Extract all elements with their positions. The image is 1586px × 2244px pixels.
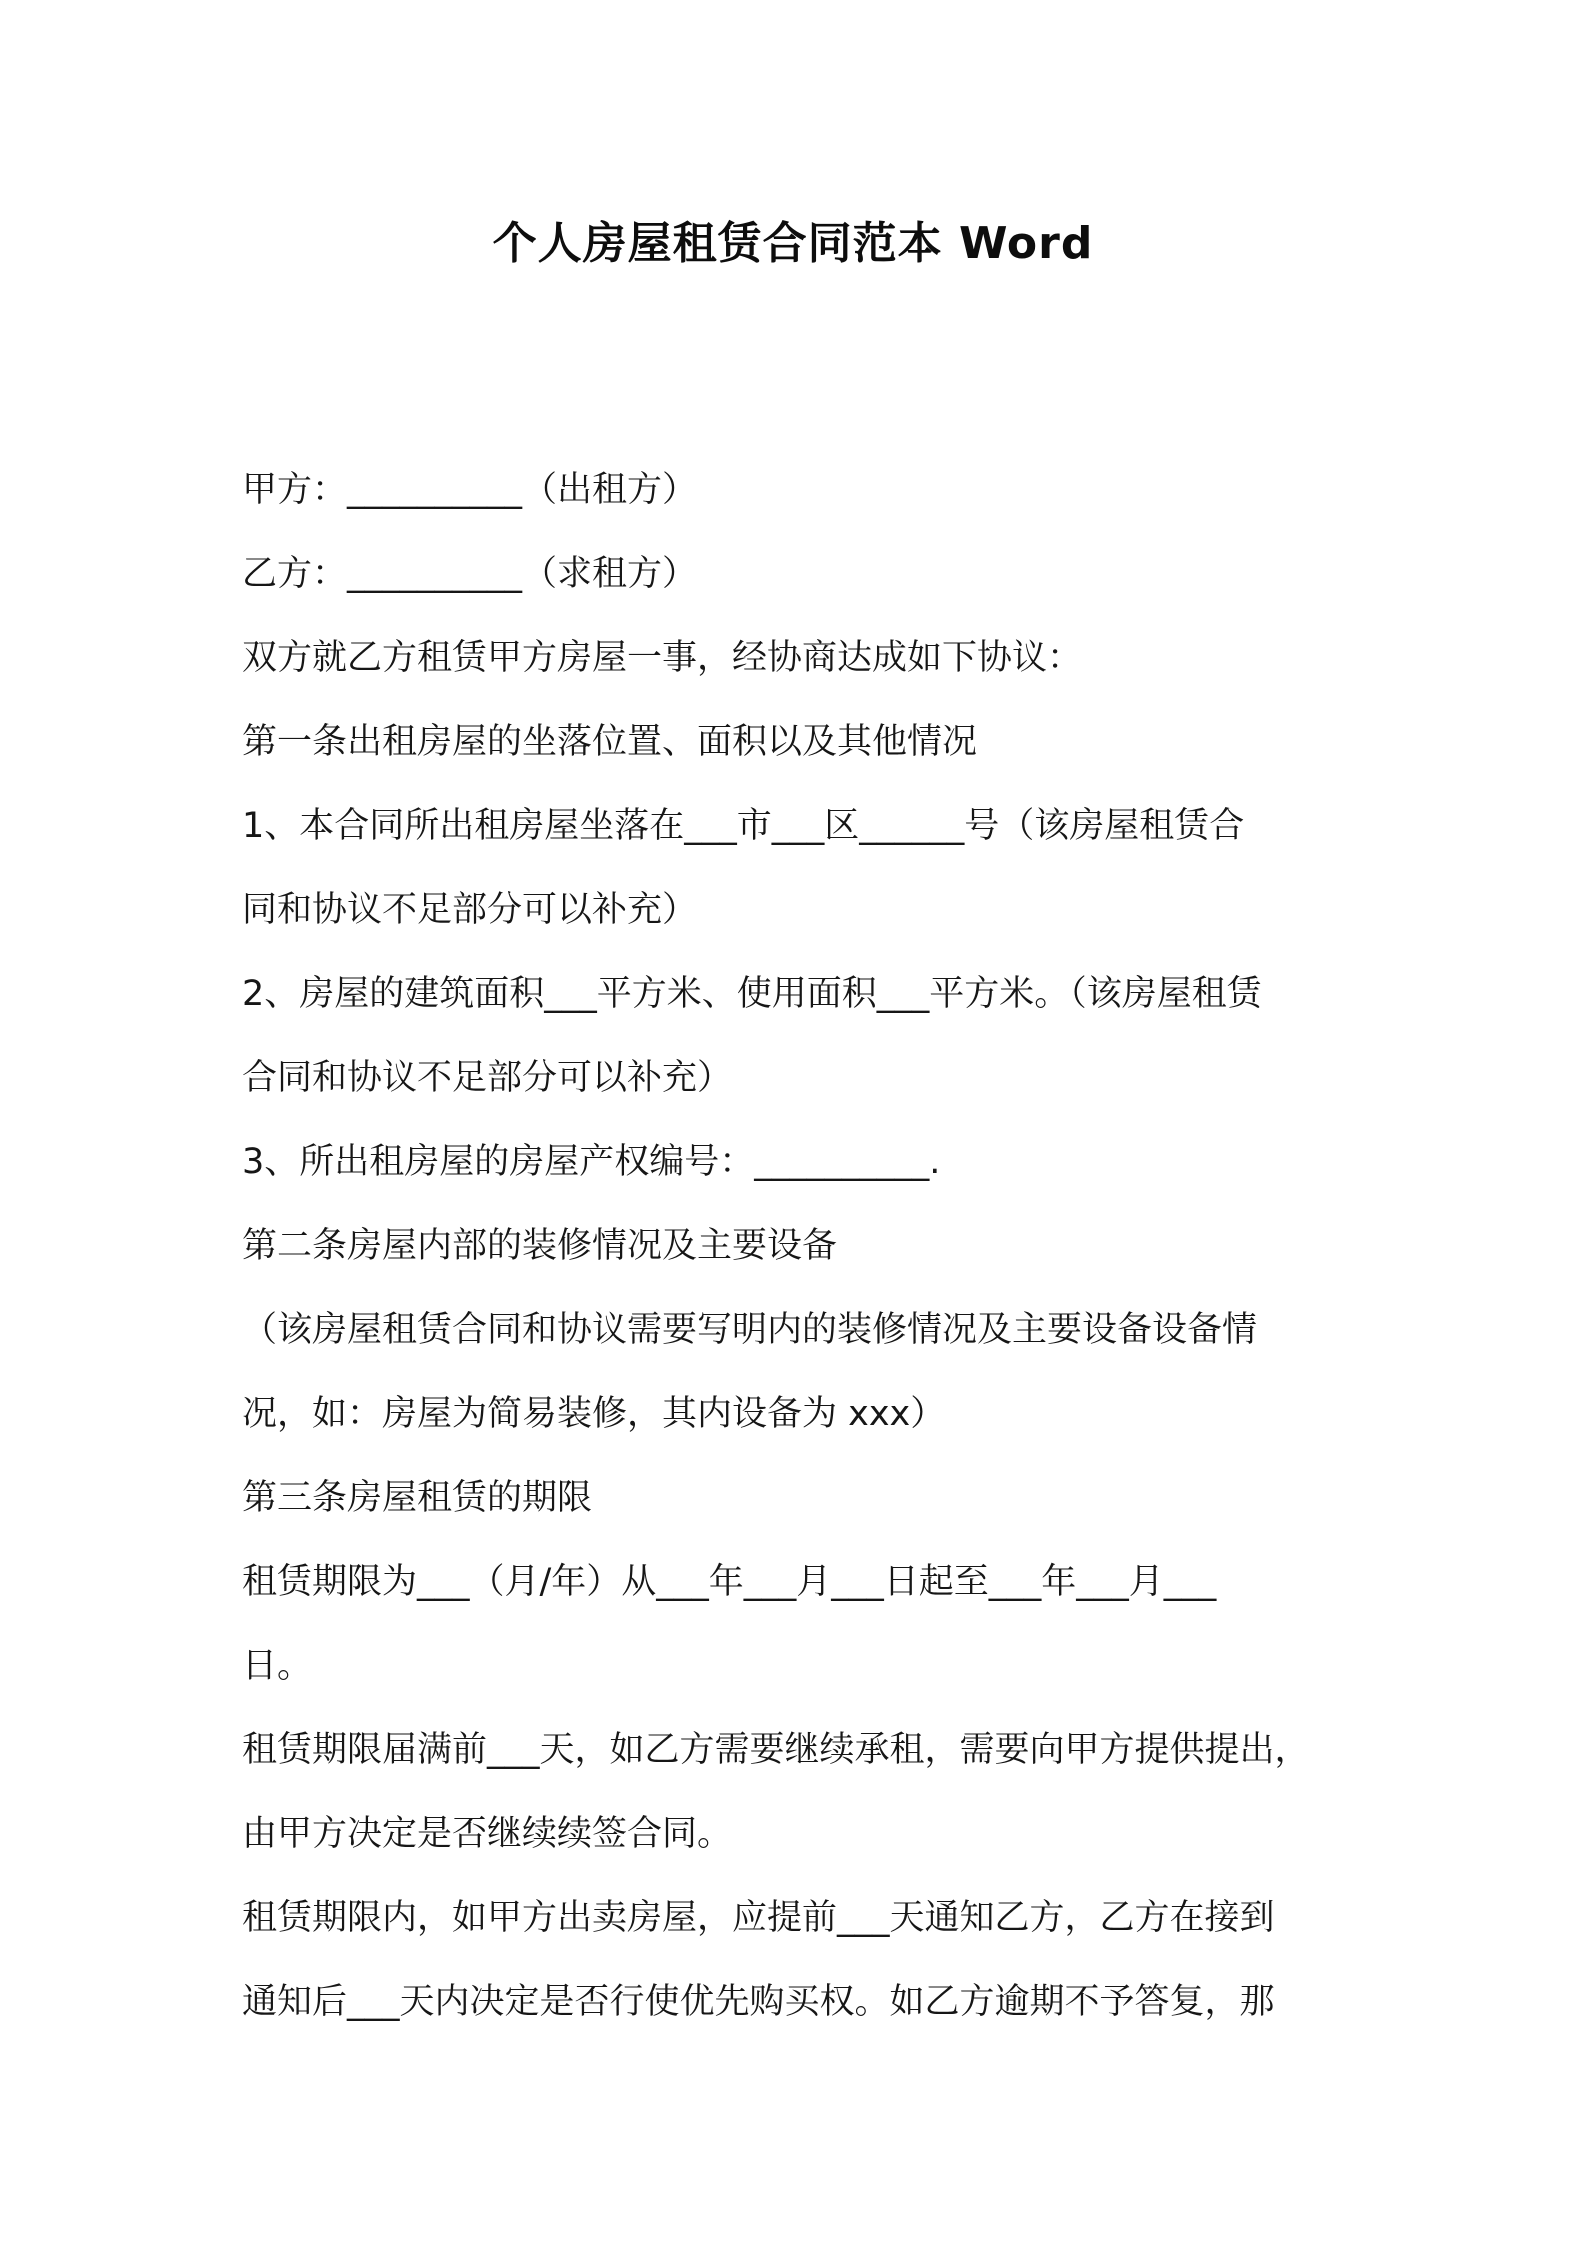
article-2-note-line-2: 况，如：房屋为简易装修，其内设备为 xxx） [242,1394,946,1434]
agreement-intro: 双方就乙方租赁甲方房屋一事，经协商达成如下协议： [242,638,1083,678]
clause-2-line-2: 合同和协议不足部分可以补充） [242,1058,733,1098]
renewal-line-2: 由甲方决定是否继续续签合同。 [242,1814,733,1854]
article-1-heading: 第一条出租房屋的坐落位置、面积以及其他情况 [242,722,978,762]
sale-notice-line-1: 租赁期限内，如甲方出卖房屋，应提前___天通知乙方，乙方在接到 [242,1898,1275,1938]
clause-1-line-1: 1、本合同所出租房屋坐落在___市___区______号（该房屋租赁合 [242,806,1245,846]
clause-3-line: 3、所出租房屋的房屋产权编号：__________. [242,1142,941,1182]
clause-2-line-1: 2、房屋的建筑面积___平方米、使用面积___平方米。（该房屋租赁 [242,974,1262,1014]
lease-term-line-2: 日。 [242,1646,313,1686]
article-3-heading: 第三条房屋租赁的期限 [242,1478,593,1518]
document-title: 个人房屋租赁合同范本 Word [492,218,1094,269]
document-body [242,448,1356,2044]
article-2-note-line-1: （该房屋租赁合同和协议需要写明内的装修情况及主要设备设备情 [242,1310,1258,1350]
party-a-line: 甲方：__________（出租方） [242,470,698,510]
lease-term-line-1: 租赁期限为___（月/年）从___年___月___日起至___年___月___ [242,1562,1217,1602]
clause-1-line-2: 同和协议不足部分可以补充） [242,890,698,930]
article-2-heading: 第二条房屋内部的装修情况及主要设备 [242,1226,838,1266]
renewal-line-1: 租赁期限届满前___天，如乙方需要继续承租，需要向甲方提供提出， [242,1730,1310,1770]
sale-notice-line-2: 通知后___天内决定是否行使优先购买权。如乙方逾期不予答复，那 [242,1982,1275,2022]
party-b-line: 乙方：__________（求租方） [242,554,698,594]
